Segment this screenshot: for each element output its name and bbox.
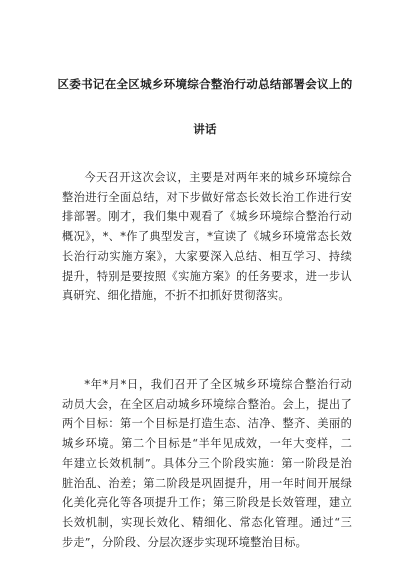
document-title: 区委书记在全区城乡环境综合整治行动总结部署会议上的 bbox=[57, 77, 353, 91]
paragraph-1: 今天召开这次会议，主要是对两年来的城乡环境综合整治进行全面总结，对下步做好常态长效长治工作进行安排部署。刚才，我们集中观看了《城乡环境综合整治行动概况》，*、*作了典型发言，*宣读了《城乡环境常态长效长治行动实施方案》，大家要深入总结、相互学习、持续提升，特别是要按照《实施方案》的任务要求，进一步认真研究、细化措施，不折不扣抓好贯彻落实。 bbox=[62, 171, 352, 303]
paragraph-2: *年*月*日，我们召开了全区城乡环境综合整治行动动员大会，在全区启动城乡环境综合整治。会上，提出了两个目标：第一个目标是打造生态、洁净、整齐、美丽的城乡环境。第二个目标是“半年见成效，一年大变样，二年建立长效机制”。具体分三个阶段实施：第一阶段是治脏治乱、治差；第二阶段是巩固提升，用一年时间开展绿化美化亮化等各项提升工作；第三阶段是长效管理，建立长效机制，实现长效化、精细化、常态化管理。通过“三步走”，分阶段、分层次逐步实现环境整治目标。 bbox=[62, 378, 352, 549]
document-title-continued: 讲话 bbox=[193, 122, 217, 136]
